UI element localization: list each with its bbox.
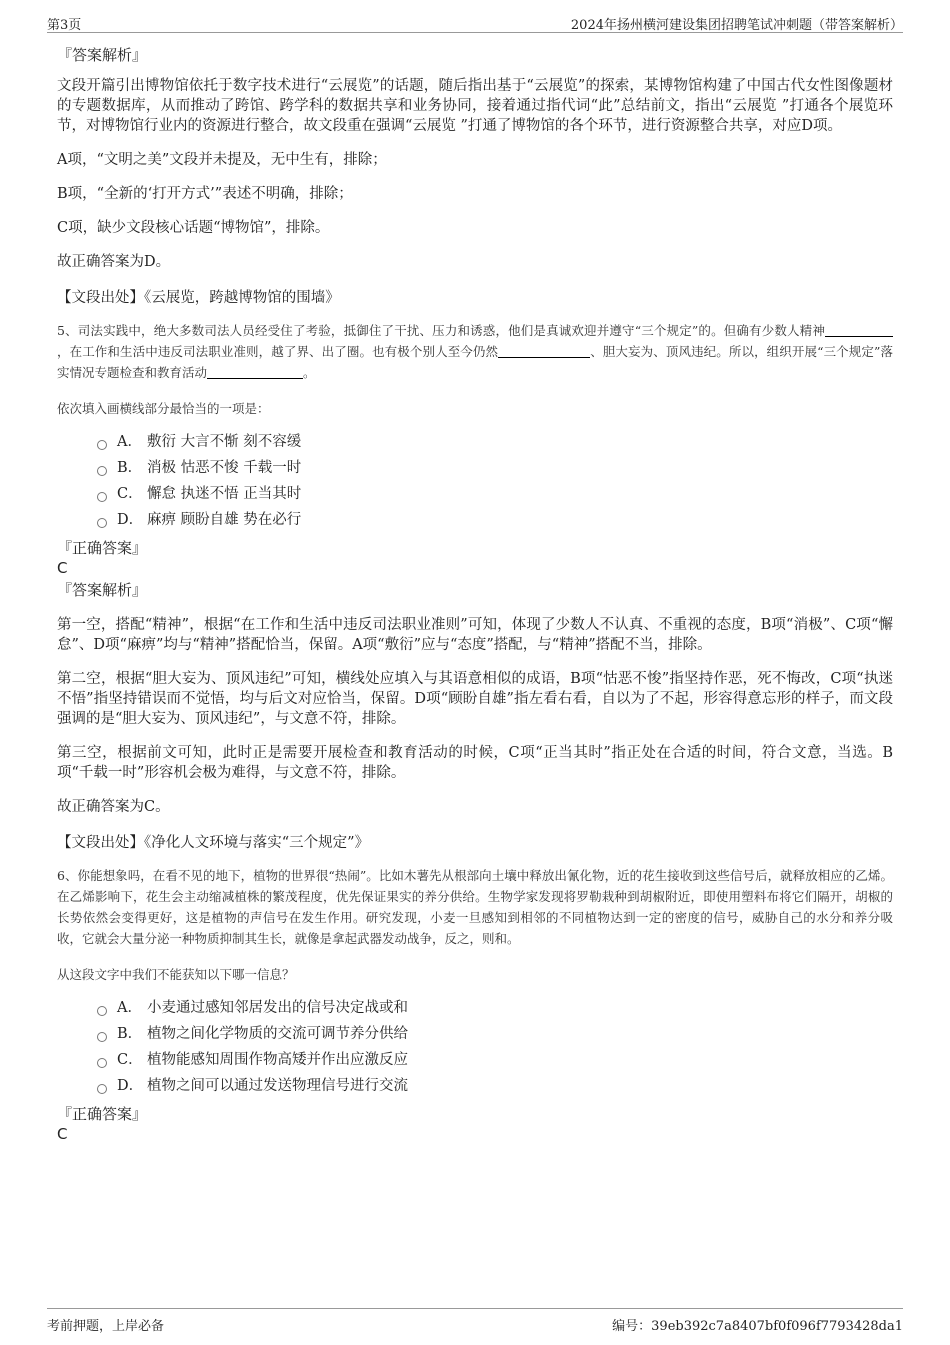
option-letter: A． — [117, 1000, 142, 1016]
option-text: 小麦通过感知邻居发出的信号决定战或和 — [147, 1000, 408, 1016]
main-content — [57, 44, 893, 1143]
option-text: 敷衍 大言不惭 刻不容缓 — [147, 434, 302, 450]
q6-option-b[interactable] — [97, 1021, 893, 1047]
q6-stem: 6、你能想象吗，在看不见的地下，植物的世界很“热闹”。比如木薯先从根部向土壤中释放出氰化物，近的花生接收到这些信号后，就释放相应的乙烯。在乙烯影响下，花生会主动缩减植株的繁茂程度，优先保证果实的养分供给。生物学家发现将罗勒栽种到胡椒附近，即使用塑料布将它们隔开，胡椒的长势依然会变得更好，这是植物的声信号在发生作用。研究发现，小麦一旦感知到相邻的不同植物达到一定的密度的信号，威胁自己的水分和养分吸收，它就会大量分泌一种物质抑制其生长，就像是拿起武器发动战争，反之，则和。 — [57, 868, 893, 946]
q6-option-c[interactable] — [97, 1047, 893, 1073]
q6-ask: 从这段文字中我们不能获知以下哪一信息？ — [57, 967, 295, 982]
document-id: 编号：39eb392c7a8407bf0f096f7793428da1 — [612, 1319, 903, 1334]
q5-stem-part-3: 、胆大妄为、顶风违纪。所以，组织开展“三个规定”落实情况专题检查和教育活动 — [57, 344, 893, 380]
q4-analysis-para-1: 文段开篇引出博物馆依托于数字技术进行“云展览”的话题，随后指出基于“云展览”的探索，某博物馆构建了中国古代女性图像题材的专题数据库，从而推动了跨馆、跨学科的数据共享和业务协同，接着通过指代词“此”总结前文，指出“云展览 ”打通各个展览环节，对博物馆行业内的资源进行整合，故文段重在强调“云展览 ”打通了博物馆的各个环节，进行资源整合共享，对应D项。 — [57, 78, 893, 134]
option-text: 消极 怙恶不悛 千载一时 — [147, 460, 302, 476]
option-text: 麻痹 顾盼自雄 势在必行 — [147, 512, 302, 528]
q5-analysis-conclusion: 故正确答案为C。 — [57, 799, 170, 815]
q6-options — [97, 995, 893, 1099]
q6-option-d[interactable] — [97, 1073, 893, 1099]
option-letter: D． — [117, 1078, 144, 1094]
q4-analysis-para-3: B项，“全新的‘打开方式’”表述不明确，排除； — [57, 186, 353, 202]
q5-answer-label: 『正确答案』 — [57, 539, 148, 557]
q6-answer-label: 『正确答案』 — [57, 1105, 148, 1123]
q5-analysis-para-1: 第一空，搭配“精神”，根据“在工作和生活中违反司法职业准则”可知，体现了少数人不认真、不重视的态度，B项“消极”、C项“懈怠”、D项“麻痹”均与“精神”搭配恰当，保留。A项“敷衍”应与“态度”搭配，与“精神”搭配不当，排除。 — [57, 617, 893, 653]
q5-analysis-para-3: 第三空，根据前文可知，此时正是需要开展检查和教育活动的时候，C项“正当其时”指正处在合适的时间，符合文意，当选。B项“千载一时”形容机会极为难得，与文意不符，排除。 — [57, 745, 893, 781]
page-footer — [47, 1308, 903, 1333]
option-text: 懈怠 执迷不悟 正当其时 — [147, 486, 302, 502]
q5-option-d[interactable] — [97, 507, 893, 533]
document-title: 2024年扬州横河建设集团招聘笔试冲刺题（带答案解析） — [570, 18, 903, 33]
page-number: 第3页 — [47, 18, 82, 33]
q5-stem-part-2: ，在工作和生活中违反司法职业准则，越了界、出了圈。也有极个别人至今仍然 — [57, 344, 499, 359]
option-letter: B． — [117, 460, 143, 476]
q4-analysis-conclusion: 故正确答案为D。 — [57, 254, 171, 270]
option-letter: C． — [117, 1052, 143, 1068]
q5-option-b[interactable] — [97, 455, 893, 481]
q4-analysis-para-4: C项，缺少文段核心话题“博物馆”，排除。 — [57, 220, 330, 236]
q6-option-a[interactable] — [97, 995, 893, 1021]
radio-icon[interactable] — [97, 1058, 107, 1068]
q5-blank-2 — [498, 344, 590, 358]
radio-icon[interactable] — [97, 518, 107, 528]
page-header — [47, 12, 903, 33]
radio-icon[interactable] — [97, 1084, 107, 1094]
q5-blank-3 — [207, 365, 303, 379]
option-text: 植物之间化学物质的交流可调节养分供给 — [147, 1026, 408, 1042]
option-letter: A． — [117, 434, 142, 450]
option-letter: D． — [117, 512, 144, 528]
radio-icon[interactable] — [97, 440, 107, 450]
q5-stem-part-4: 。 — [303, 365, 316, 380]
q5-source: 【文段出处】《净化人文环境与落实“三个规定”》 — [57, 835, 370, 851]
q4-analysis-label: 『答案解析』 — [57, 46, 148, 64]
q4-analysis-para-2: A项，“文明之美”文段并未提及，无中生有，排除； — [57, 152, 387, 168]
option-letter: B． — [117, 1026, 143, 1042]
q5-analysis-label: 『答案解析』 — [57, 581, 148, 599]
q5-ask: 依次填入画横线部分最恰当的一项是： — [57, 401, 270, 416]
option-letter: C． — [117, 486, 143, 502]
footer-slogan: 考前押题，上岸必备 — [47, 1319, 165, 1334]
option-text: 植物能感知周围作物高矮并作出应激反应 — [147, 1052, 408, 1068]
radio-icon[interactable] — [97, 1006, 107, 1016]
q5-option-c[interactable] — [97, 481, 893, 507]
q5-answer: C — [57, 559, 68, 577]
q6-answer: C — [57, 1125, 68, 1143]
radio-icon[interactable] — [97, 1032, 107, 1042]
option-text: 植物之间可以通过发送物理信号进行交流 — [147, 1078, 408, 1094]
radio-icon[interactable] — [97, 466, 107, 476]
q5-options — [97, 429, 893, 533]
q5-stem-part-1: 5、司法实践中，绝大多数司法人员经受住了考验，抵御住了干扰、压力和诱惑，他们是真诚欢迎并遵守“三个规定”的。但确有少数人精神 — [57, 323, 825, 338]
q5-stem — [57, 320, 893, 383]
q5-option-a[interactable] — [97, 429, 893, 455]
radio-icon[interactable] — [97, 492, 107, 502]
q5-analysis-para-2: 第二空，根据“胆大妄为、顶风违纪”可知，横线处应填入与其语意相似的成语，B项“怙恶不悛”指坚持作恶，死不悔改，C项“执迷不悟”指坚持错误而不觉悟，均与后文对应恰当，保留。D项“顾盼自雄”指左看右看，自以为了不起，形容得意忘形的样子，而文段强调的是“胆大妄为、顶风违纪”，与文意不符，排除。 — [57, 671, 893, 727]
q5-blank-1 — [825, 323, 893, 337]
q4-source: 【文段出处】《云展览，跨越博物馆的围墙》 — [57, 290, 340, 306]
